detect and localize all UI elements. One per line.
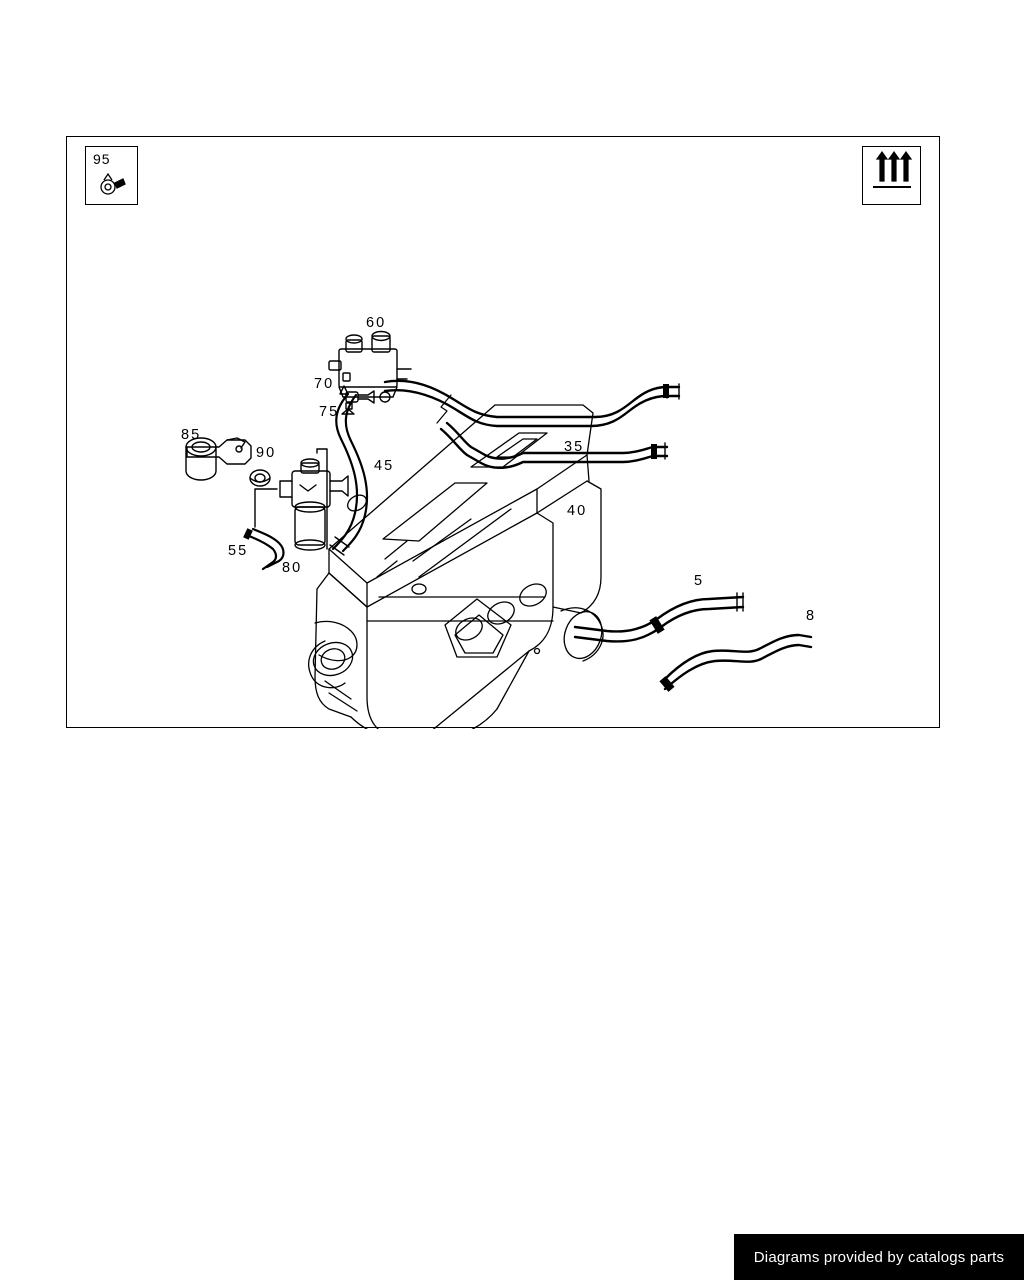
left-code-box bbox=[85, 146, 138, 205]
right-symbol-box bbox=[862, 146, 921, 205]
auxiliary-water-pump-part bbox=[255, 449, 348, 550]
rubber-mount-part bbox=[250, 470, 270, 486]
callout-75: 75 bbox=[319, 404, 340, 420]
callout-45: 45 bbox=[374, 458, 395, 474]
diagram-frame bbox=[66, 136, 940, 728]
corner-box-label-95: 95 bbox=[93, 151, 111, 167]
callout-90: 90 bbox=[256, 445, 277, 461]
callout-80: 80 bbox=[282, 560, 303, 576]
three-arrows-icon bbox=[863, 147, 920, 204]
callout-40: 40 bbox=[567, 503, 588, 519]
callout-60: 60 bbox=[366, 315, 387, 331]
bracket-part bbox=[186, 438, 251, 480]
callout-70: 70 bbox=[314, 376, 335, 392]
watermark-text: Diagrams provided by catalogs parts bbox=[753, 1248, 1005, 1266]
callout-85: 85 bbox=[181, 427, 202, 443]
callout-5: 5 bbox=[694, 573, 705, 589]
callout-8: 8 bbox=[806, 608, 817, 624]
watermark-banner bbox=[734, 1234, 1024, 1280]
callout-55: 55 bbox=[228, 543, 249, 559]
callout-35: 35 bbox=[564, 439, 585, 455]
